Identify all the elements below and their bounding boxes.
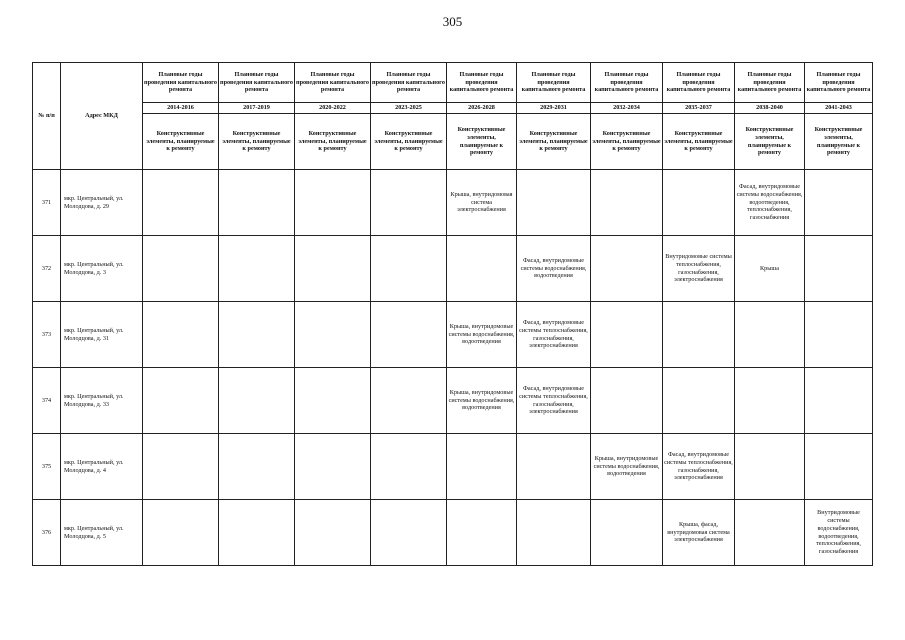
period-years-header: 2017-2019	[219, 103, 295, 114]
repair-cell	[447, 236, 517, 302]
capital-repair-table	[32, 62, 873, 566]
elements-header: Конструктивные элементы, планируемые к ремонту	[591, 114, 663, 170]
table-row	[33, 170, 873, 236]
period-title-header: Плановые годы проведения капитального ремонта	[143, 63, 219, 103]
row-address: мкр. Центральный, ул. Молодцова, д. 4	[61, 434, 143, 500]
period-years-header: 2029-2031	[517, 103, 591, 114]
repair-cell: Фасад, внутридомовые системы водоснабжения, водоотведения	[517, 236, 591, 302]
elements-header: Конструктивные элементы, планируемые к ремонту	[663, 114, 735, 170]
elements-header: Конструктивные элементы, планируемые к ремонту	[805, 114, 873, 170]
period-title-header: Плановые годы проведения капитального ремонта	[663, 63, 735, 103]
repair-cell	[143, 236, 219, 302]
repair-cell	[517, 170, 591, 236]
row-address: мкр. Центральный, ул. Молодцова, д. 29	[61, 170, 143, 236]
period-title-header: Плановые годы проведения капитального ремонта	[805, 63, 873, 103]
repair-cell	[219, 500, 295, 566]
repair-cell	[735, 434, 805, 500]
repair-cell: Фасад, внутридомовые системы водоснабжения, водоотведения, теплоснабжения, газоснабжения	[735, 170, 805, 236]
repair-cell	[295, 170, 371, 236]
repair-cell	[805, 302, 873, 368]
repair-cell	[591, 170, 663, 236]
repair-cell	[143, 500, 219, 566]
repair-cell	[805, 368, 873, 434]
repair-cell: Крыша, внутридомовые системы водоснабжения, водоотведения	[447, 368, 517, 434]
repair-cell	[295, 434, 371, 500]
repair-cell	[371, 236, 447, 302]
repair-cell	[371, 302, 447, 368]
repair-cell	[143, 170, 219, 236]
period-years-header: 2020-2022	[295, 103, 371, 114]
row-number: 374	[33, 368, 61, 434]
repair-cell	[219, 368, 295, 434]
elements-header: Конструктивные элементы, планируемые к ремонту	[735, 114, 805, 170]
period-title-header: Плановые годы проведения капитального ремонта	[735, 63, 805, 103]
repair-cell: Внутридомовые системы водоснабжения, водоотведения, теплоснабжения, газоснабжения	[805, 500, 873, 566]
repair-cell	[591, 500, 663, 566]
period-years-header: 2014-2016	[143, 103, 219, 114]
row-number: 375	[33, 434, 61, 500]
repair-cell: Фасад, внутридомовые системы теплоснабжения, газоснабжения, электроснабжения	[663, 434, 735, 500]
period-years-header: 2038-2040	[735, 103, 805, 114]
repair-cell: Крыша, внутридомовые системы водоснабжения, водоотведения	[447, 302, 517, 368]
repair-cell	[371, 368, 447, 434]
repair-cell	[295, 302, 371, 368]
address-header: Адрес МКД	[61, 63, 143, 170]
repair-cell: Крыша, фасад, внутридомовая система электроснабжения	[663, 500, 735, 566]
repair-cell	[663, 302, 735, 368]
repair-cell	[219, 236, 295, 302]
repair-cell	[735, 500, 805, 566]
repair-cell	[295, 500, 371, 566]
repair-cell	[805, 236, 873, 302]
row-number: 372	[33, 236, 61, 302]
repair-cell	[295, 368, 371, 434]
period-title-header: Плановые годы проведения капитального ремонта	[371, 63, 447, 103]
repair-cell	[735, 302, 805, 368]
repair-cell	[663, 368, 735, 434]
page-number: 305	[442, 14, 463, 29]
period-years-header: 2041-2043	[805, 103, 873, 114]
elements-header: Конструктивные элементы, планируемые к ремонту	[295, 114, 371, 170]
elements-header: Конструктивные элементы, планируемые к ремонту	[219, 114, 295, 170]
row-number: 371	[33, 170, 61, 236]
repair-cell	[143, 434, 219, 500]
repair-cell: Фасад, внутридомовые системы теплоснабжения, газоснабжения, электроснабжения	[517, 368, 591, 434]
repair-cell	[219, 434, 295, 500]
header-row-years	[33, 103, 873, 114]
elements-header: Конструктивные элементы, планируемые к ремонту	[517, 114, 591, 170]
period-years-header: 2026-2028	[447, 103, 517, 114]
row-number: 376	[33, 500, 61, 566]
num-header: № п/п	[33, 63, 61, 170]
period-title-header: Плановые годы проведения капитального ремонта	[517, 63, 591, 103]
repair-cell	[591, 236, 663, 302]
period-years-header: 2035-2037	[663, 103, 735, 114]
elements-header: Конструктивные элементы, планируемые к ремонту	[371, 114, 447, 170]
table-row	[33, 500, 873, 566]
repair-cell: Внутридомовые системы теплоснабжения, газоснабжения, электроснабжения	[663, 236, 735, 302]
repair-cell	[591, 302, 663, 368]
repair-cell	[219, 302, 295, 368]
repair-cell	[371, 434, 447, 500]
row-address: мкр. Центральный, ул. Молодцова, д. 31	[61, 302, 143, 368]
repair-cell: Фасад, внутридомовые системы теплоснабжения, газоснабжения, электроснабжения	[517, 302, 591, 368]
repair-cell	[591, 368, 663, 434]
row-address: мкр. Центральный, ул. Молодцова, д. 33	[61, 368, 143, 434]
period-title-header: Плановые годы проведения капитального ремонта	[591, 63, 663, 103]
header-row-elements	[33, 114, 873, 170]
repair-cell: Крыша, внутридомовая система электроснабжения	[447, 170, 517, 236]
repair-cell	[295, 236, 371, 302]
table-row	[33, 236, 873, 302]
period-years-header: 2032-2034	[591, 103, 663, 114]
repair-cell	[371, 500, 447, 566]
row-address: мкр. Центральный, ул. Молодцова, д. 5	[61, 500, 143, 566]
repair-cell	[735, 368, 805, 434]
period-years-header: 2023-2025	[371, 103, 447, 114]
table-row	[33, 302, 873, 368]
row-address: мкр. Центральный, ул. Молодцова, д. 3	[61, 236, 143, 302]
period-title-header: Плановые годы проведения капитального ремонта	[447, 63, 517, 103]
period-title-header: Плановые годы проведения капитального ремонта	[219, 63, 295, 103]
elements-header: Конструктивные элементы, планируемые к ремонту	[143, 114, 219, 170]
elements-header: Конструктивные элементы, планируемые к ремонту	[447, 114, 517, 170]
repair-cell	[143, 368, 219, 434]
repair-cell	[219, 170, 295, 236]
table-row	[33, 434, 873, 500]
repair-cell	[663, 170, 735, 236]
repair-cell	[805, 170, 873, 236]
repair-cell	[517, 434, 591, 500]
period-title-header: Плановые годы проведения капитального ремонта	[295, 63, 371, 103]
header-row-titles	[33, 63, 873, 103]
repair-cell	[517, 500, 591, 566]
repair-cell: Крыша, внутридомовые системы водоснабжения, водоотведения	[591, 434, 663, 500]
repair-cell	[447, 500, 517, 566]
repair-cell	[371, 170, 447, 236]
repair-cell	[805, 434, 873, 500]
repair-cell	[143, 302, 219, 368]
repair-cell: Крыша	[735, 236, 805, 302]
row-number: 373	[33, 302, 61, 368]
repair-cell	[447, 434, 517, 500]
table-row	[33, 368, 873, 434]
